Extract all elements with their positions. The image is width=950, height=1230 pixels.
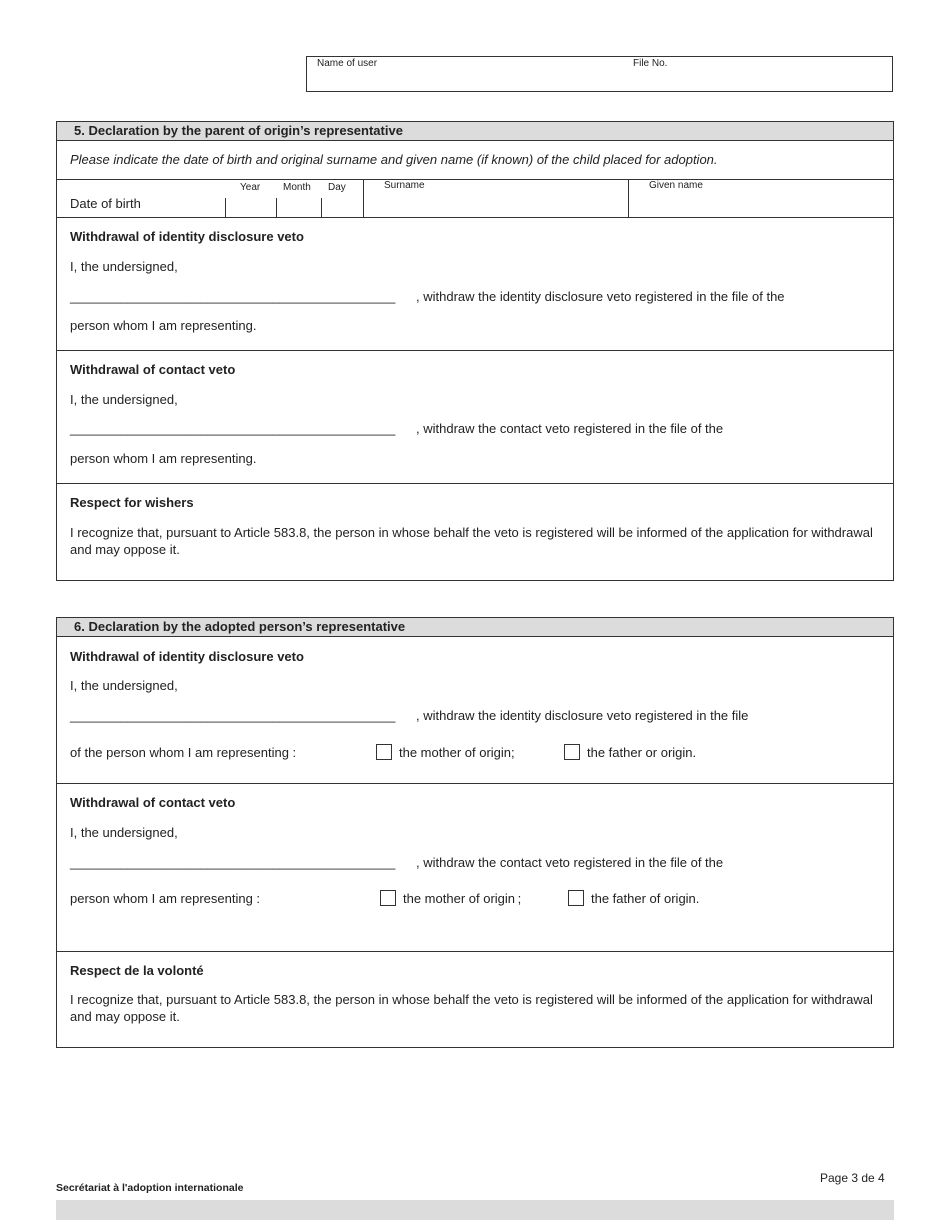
s6-contact-father-label: the father of origin. (591, 891, 700, 906)
s5-contact-title: Withdrawal of contact veto (70, 362, 236, 377)
s6-identity-line-text: , withdraw the identity disclosure veto registered in the file (416, 708, 749, 723)
date-of-birth-label: Date of birth (70, 196, 141, 211)
s6-identity-father-label: the father or origin. (587, 745, 697, 760)
s5-identity-title: Withdrawal of identity disclosure veto (70, 229, 304, 244)
file-no-label: File No. (633, 58, 668, 69)
name-of-user-field[interactable] (313, 70, 613, 90)
given-name-field[interactable] (633, 194, 888, 214)
s6-contact-title: Withdrawal of contact veto (70, 795, 236, 810)
s6-identity-mother-label: the mother of origin; (399, 745, 515, 760)
section-6-title: 6. Declaration by the adopted person’s representative (57, 618, 893, 637)
s5-identity-name-blank[interactable]: _____________________________________________ (70, 289, 396, 304)
s5-contact-line-text: , withdraw the contact veto registered in the file of the (416, 421, 724, 436)
s6-contact-mother-checkbox[interactable] (380, 890, 396, 906)
user-info-box (306, 56, 893, 92)
s5-contact-name-blank[interactable]: _____________________________________________ (70, 421, 396, 436)
s6-identity-title: Withdrawal of identity disclosure veto (70, 649, 304, 664)
month-field[interactable] (276, 198, 321, 217)
file-no-field[interactable] (627, 70, 887, 90)
month-label: Month (283, 182, 311, 193)
s6-contact-name-blank[interactable]: _____________________________________________ (70, 855, 396, 870)
s5-contact-undersigned: I, the undersigned, (70, 392, 178, 407)
s6-identity-representing: of the person whom I am representing : (70, 745, 297, 760)
s6-respect-text: I recognize that, pursuant to Article 583.8, the person in whose behalf the veto is registered will be informed of the application for withdrawal and may oppose it. (70, 992, 873, 1024)
s5-identity-continuation: person whom I am representing. (70, 318, 257, 333)
s5-contact-continuation: person whom I am representing. (70, 451, 257, 466)
s5-respect-title: Respect for wishers (70, 495, 194, 510)
year-label: Year (240, 182, 261, 193)
section-6 (56, 617, 894, 1048)
s6-contact-mother-label: the mother of origin ; (403, 891, 522, 906)
s6-identity-mother-checkbox[interactable] (376, 744, 392, 760)
day-label: Day (328, 182, 346, 193)
s5-identity-line-text: , withdraw the identity disclosure veto registered in the file of the (416, 289, 785, 304)
year-field[interactable] (225, 198, 276, 217)
section-5-instruction: Please indicate the date of birth and original surname and given name (if known) of the child placed for adoption. (70, 152, 718, 167)
s5-respect-text: I recognize that, pursuant to Article 583.8, the person in whose behalf the veto is registered will be informed of the application for withdrawal and may oppose it. (70, 525, 873, 557)
section-5-title: 5. Declaration by the parent of origin’s representative (57, 122, 893, 141)
page-number: Page 3 de 4 (820, 1171, 885, 1185)
s5-identity-undersigned: I, the undersigned, (70, 259, 178, 274)
surname-label: Surname (384, 180, 425, 191)
s6-identity-father-checkbox[interactable] (564, 744, 580, 760)
given-name-label: Given name (649, 180, 703, 191)
s6-respect-title: Respect de la volonté (70, 963, 204, 978)
s6-identity-undersigned: I, the undersigned, (70, 678, 178, 693)
s6-contact-undersigned: I, the undersigned, (70, 825, 178, 840)
s6-contact-father-checkbox[interactable] (568, 890, 584, 906)
name-of-user-label: Name of user (317, 58, 378, 69)
footer-bar (56, 1200, 894, 1220)
s6-contact-line-text: , withdraw the contact veto registered in the file of the (416, 855, 724, 870)
s6-contact-representing: person whom I am representing : (70, 891, 261, 906)
s6-identity-name-blank[interactable]: _____________________________________________ (70, 708, 396, 723)
surname-field[interactable] (367, 194, 627, 214)
section-5 (56, 121, 894, 581)
organization-name: Secrétariat à l'adoption internationale (56, 1182, 244, 1194)
day-field[interactable] (321, 198, 363, 217)
